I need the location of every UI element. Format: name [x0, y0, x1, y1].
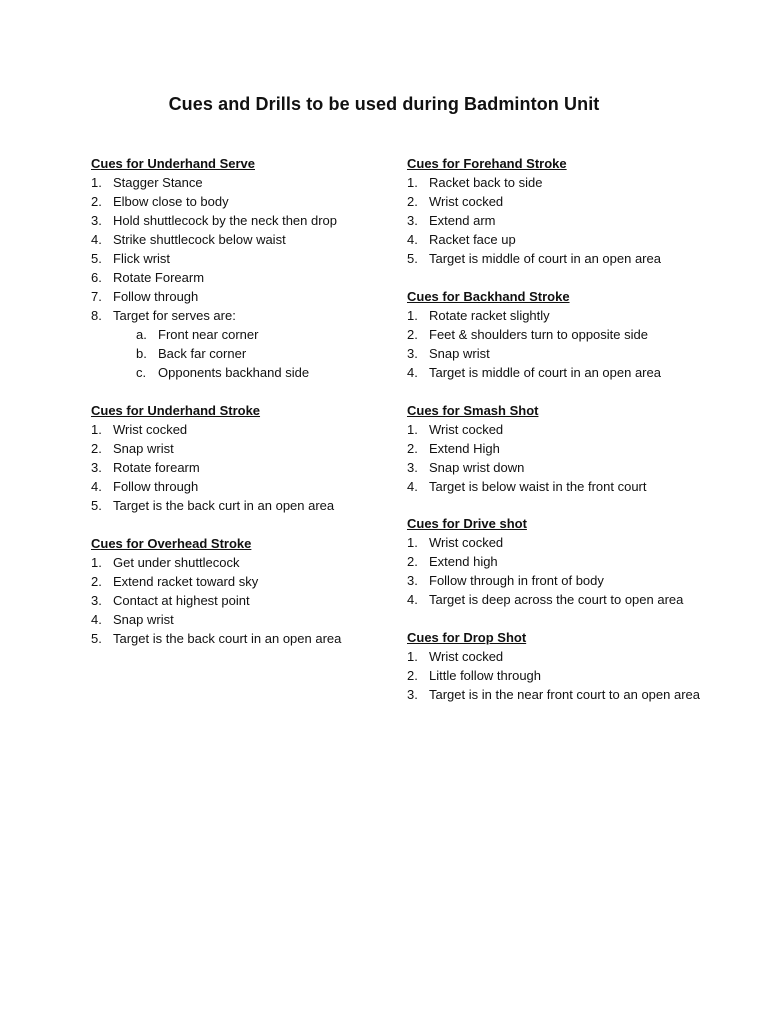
- item-text: Target is the back curt in an open area: [113, 498, 335, 513]
- item-number: 6.: [91, 270, 102, 285]
- sub-list-item: [91, 363, 391, 382]
- list-item: [407, 363, 707, 382]
- item-number: 1.: [91, 555, 102, 570]
- list-item: [91, 439, 391, 458]
- item-number: 4.: [91, 479, 102, 494]
- section-forehand-stroke: [407, 154, 707, 268]
- list-item: [407, 552, 707, 571]
- list-item: [91, 420, 391, 439]
- spacer: [91, 515, 391, 534]
- list-item: [407, 571, 707, 590]
- item-text: Extend High: [429, 441, 500, 456]
- list-item: [407, 249, 707, 268]
- list-item: [91, 610, 391, 629]
- list-item: [407, 647, 707, 666]
- item-text: Follow through: [113, 289, 199, 304]
- list-item: [407, 590, 707, 609]
- spacer: [91, 382, 391, 401]
- list-item: [407, 211, 707, 230]
- list-item: [91, 230, 391, 249]
- item-number: 1.: [407, 175, 418, 190]
- right-column: [407, 154, 707, 704]
- item-number: 3.: [407, 687, 418, 702]
- item-text: Snap wrist down: [429, 460, 525, 475]
- item-text: Wrist cocked: [113, 422, 188, 437]
- item-number: 4.: [407, 479, 418, 494]
- item-number: 5.: [91, 631, 102, 646]
- spacer: [407, 268, 707, 287]
- item-text: Snap wrist: [429, 346, 490, 361]
- item-number: 8.: [91, 308, 102, 323]
- item-number: 4.: [91, 232, 102, 247]
- list-item: [91, 477, 391, 496]
- sub-item-letter: a.: [136, 327, 147, 342]
- item-number: 2.: [91, 194, 102, 209]
- item-text: Stagger Stance: [113, 175, 203, 190]
- item-number: 1.: [407, 422, 418, 437]
- item-number: 4.: [407, 365, 418, 380]
- item-text: Target for serves are:: [113, 308, 236, 323]
- section-heading: Cues for Drop Shot: [407, 630, 527, 645]
- section-drive-shot: [407, 514, 707, 609]
- list-item: [407, 230, 707, 249]
- item-text: Rotate Forearm: [113, 270, 205, 285]
- item-text: Wrist cocked: [429, 649, 504, 664]
- item-text: Wrist cocked: [429, 422, 504, 437]
- item-number: 7.: [91, 289, 102, 304]
- list-item: [91, 496, 391, 515]
- section-heading: Cues for Underhand Serve: [91, 156, 255, 171]
- list-item: [407, 344, 707, 363]
- item-text: Get under shuttlecock: [113, 555, 240, 570]
- sub-item-letter: b.: [136, 346, 147, 361]
- spacer: [407, 609, 707, 628]
- section-heading: Cues for Smash Shot: [407, 403, 539, 418]
- item-text: Wrist cocked: [429, 194, 504, 209]
- item-text: Rotate forearm: [113, 460, 200, 475]
- list-item: [91, 211, 391, 230]
- item-number: 3.: [91, 593, 102, 608]
- item-number: 3.: [407, 573, 418, 588]
- list-item: [407, 533, 707, 552]
- item-text: Target is in the near front court to an open area: [429, 687, 701, 702]
- item-number: 5.: [91, 251, 102, 266]
- item-text: Feet & shoulders turn to opposite side: [429, 327, 648, 342]
- item-number: 1.: [407, 649, 418, 664]
- list-item: [407, 173, 707, 192]
- list-item: [91, 268, 391, 287]
- item-text: Target is the back court in an open area: [113, 631, 342, 646]
- item-number: 2.: [91, 574, 102, 589]
- list-item: [91, 553, 391, 572]
- sub-item-text: Opponents backhand side: [158, 365, 310, 380]
- item-number: 4.: [407, 232, 418, 247]
- item-text: Racket face up: [429, 232, 516, 247]
- list-item: [91, 192, 391, 211]
- item-text: Target is deep across the court to open area: [429, 592, 684, 607]
- item-text: Follow through in front of body: [429, 573, 604, 588]
- list-item: [91, 306, 391, 325]
- item-number: 2.: [407, 327, 418, 342]
- item-text: Wrist cocked: [429, 535, 504, 550]
- item-number: 4.: [407, 592, 418, 607]
- list-item: [407, 325, 707, 344]
- left-column: [91, 154, 391, 648]
- item-number: 1.: [91, 422, 102, 437]
- list-item: [91, 591, 391, 610]
- list-item: [91, 173, 391, 192]
- list-item: [91, 287, 391, 306]
- item-text: Strike shuttlecock below waist: [113, 232, 286, 247]
- item-text: Target is middle of court in an open area: [429, 251, 661, 266]
- item-number: 1.: [91, 175, 102, 190]
- sub-list-item: [91, 325, 391, 344]
- item-number: 3.: [91, 460, 102, 475]
- sub-item-text: Front near corner: [158, 327, 259, 342]
- item-text: Little follow through: [429, 668, 542, 683]
- item-number: 2.: [407, 194, 418, 209]
- section-heading: Cues for Drive shot: [407, 516, 527, 531]
- item-number: 2.: [91, 441, 102, 456]
- item-text: Extend arm: [429, 213, 496, 228]
- sub-item-letter: c.: [136, 365, 147, 380]
- spacer: [407, 382, 707, 401]
- item-number: 5.: [91, 498, 102, 513]
- section-smash-shot: [407, 401, 707, 496]
- section-underhand-stroke: [91, 401, 391, 515]
- section-overhead-stroke: [91, 534, 391, 648]
- list-item: [407, 192, 707, 211]
- item-number: 1.: [407, 535, 418, 550]
- section-heading: Cues for Underhand Stroke: [91, 403, 261, 418]
- item-number: 3.: [407, 460, 418, 475]
- item-text: Elbow close to body: [113, 194, 229, 209]
- item-text: Flick wrist: [113, 251, 171, 266]
- section-heading: Cues for Overhead Stroke: [91, 536, 252, 551]
- list-item: [91, 629, 391, 648]
- section-heading: Cues for Forehand Stroke: [407, 156, 567, 171]
- item-text: Racket back to side: [429, 175, 543, 190]
- item-number: 2.: [407, 668, 418, 683]
- item-number: 1.: [407, 308, 418, 323]
- item-number: 3.: [407, 213, 418, 228]
- list-item: [407, 420, 707, 439]
- section-backhand-stroke: [407, 287, 707, 382]
- list-item: [407, 439, 707, 458]
- item-number: 3.: [407, 346, 418, 361]
- item-text: Target is middle of court in an open area: [429, 365, 661, 380]
- item-text: Contact at highest point: [113, 593, 250, 608]
- list-item: [407, 458, 707, 477]
- list-item: [407, 666, 707, 685]
- list-item: [407, 477, 707, 496]
- item-text: Snap wrist: [113, 441, 174, 456]
- item-number: 5.: [407, 251, 418, 266]
- sub-list-item: [91, 344, 391, 363]
- page-title: Cues and Drills to be used during Badminton Unit: [168, 94, 600, 114]
- item-text: Target is below waist in the front court: [429, 479, 647, 494]
- section-underhand-serve: [91, 154, 391, 382]
- item-number: 4.: [91, 612, 102, 627]
- item-text: Extend high: [429, 554, 498, 569]
- sub-item-text: Back far corner: [158, 346, 247, 361]
- list-item: [91, 249, 391, 268]
- item-number: 2.: [407, 441, 418, 456]
- spacer: [407, 496, 707, 514]
- item-text: Hold shuttlecock by the neck then drop: [113, 213, 338, 228]
- item-text: Extend racket toward sky: [113, 574, 259, 589]
- list-item: [91, 572, 391, 591]
- item-text: Follow through: [113, 479, 199, 494]
- item-number: 2.: [407, 554, 418, 569]
- list-item: [407, 685, 707, 704]
- section-drop-shot: [407, 628, 707, 704]
- list-item: [91, 458, 391, 477]
- item-text: Rotate racket slightly: [429, 308, 550, 323]
- item-text: Snap wrist: [113, 612, 174, 627]
- section-heading: Cues for Backhand Stroke: [407, 289, 570, 304]
- item-number: 3.: [91, 213, 102, 228]
- list-item: [407, 306, 707, 325]
